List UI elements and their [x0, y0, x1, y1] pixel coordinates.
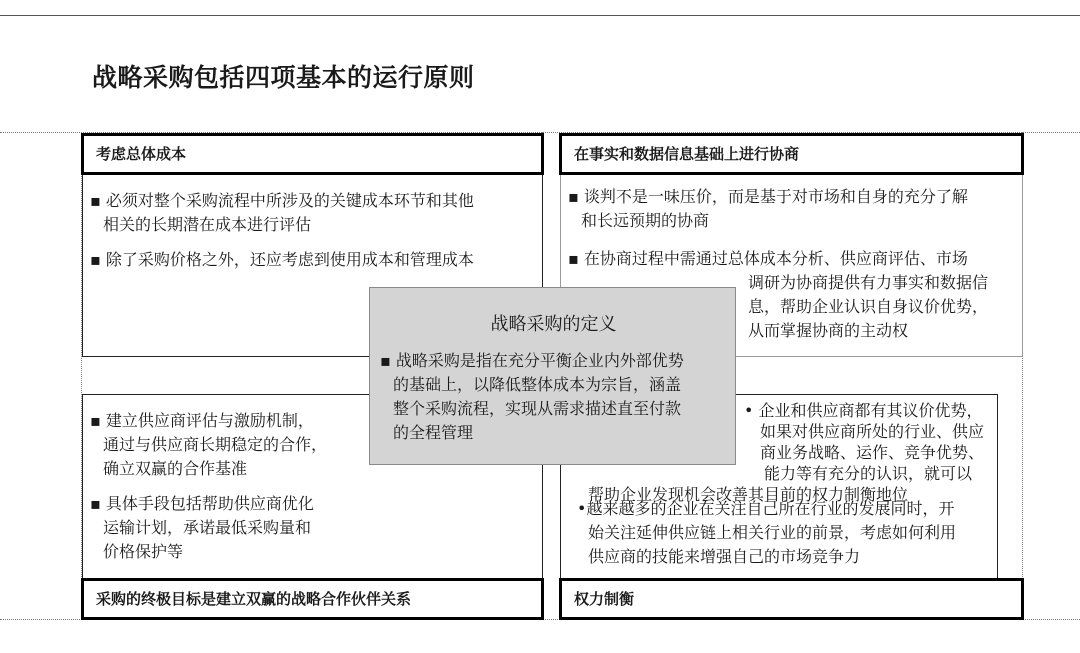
definition-title: 战略采购的定义 — [490, 314, 617, 335]
bullet-negotiation-2: ▪ 在协商过程中需通过总体成本分析、供应商评估、市场 调研为协商提供有力事实和数据信 息，帮助企业认识自身议价优势， 从而掌握协商的主动权 — [568, 249, 989, 340]
bullet-win-win-2: ▪ 具体手段包括帮助供应商优化 运输计划，承诺最低采购量和 价格保护等 — [90, 494, 314, 561]
definition-box — [369, 287, 736, 465]
header-power-balance: 权力制衡 — [559, 578, 1024, 620]
bullet-win-win-1: ▪ 建立供应商评估与激励机制， 通过与供应商长期稳定的合作， 确立双赢的合作基准 — [90, 411, 328, 478]
bullet-total-cost-2: ▪ 除了采购价格之外，还应考虑到使用成本和管理成本 — [90, 250, 474, 269]
header-total-cost: 考虑总体成本 — [81, 133, 544, 175]
definition-bullet: ▪ 战略采购是指在充分平衡企业内外部优势 的基础上，以降低整体成本为宗旨，涵盖 整个采购流程，实现从需求描述直至付款 的全程管理 — [380, 351, 684, 442]
bullet-power-balance-1: • 企业和供应商都有其议价优势， 如果对供应商所处的行业、供应 商业务战略、运作、竞争优势、 能力等有充分的认识，就可以 帮助企业发现机会改善其目前的权力制衡地位 — [588, 401, 985, 504]
header-negotiation: 在事实和数据信息基础上进行协商 — [559, 133, 1024, 175]
bullet-negotiation-1: ▪ 谈判不是一味压价，而是基于对市场和自身的充分了解 和长远预期的协商 — [568, 187, 968, 230]
top-rule — [0, 15, 1080, 16]
bullet-power-balance-2: •越来越多的企业在关注自己所在行业的发展同时，开 始关注延伸供应链上相关行业的前景，考虑如何利用 供应商的技能来增强自己的市场竞争力 — [577, 499, 957, 566]
bullet-total-cost-1: ▪ 必须对整个采购流程中所涉及的关键成本环节和其他 相关的长期潜在成本进行评估 — [90, 191, 474, 234]
page-title: 战略采购包括四项基本的运行原则 — [92, 63, 475, 92]
header-win-win: 采购的终极目标是建立双赢的战略合作伙伴关系 — [81, 578, 544, 620]
